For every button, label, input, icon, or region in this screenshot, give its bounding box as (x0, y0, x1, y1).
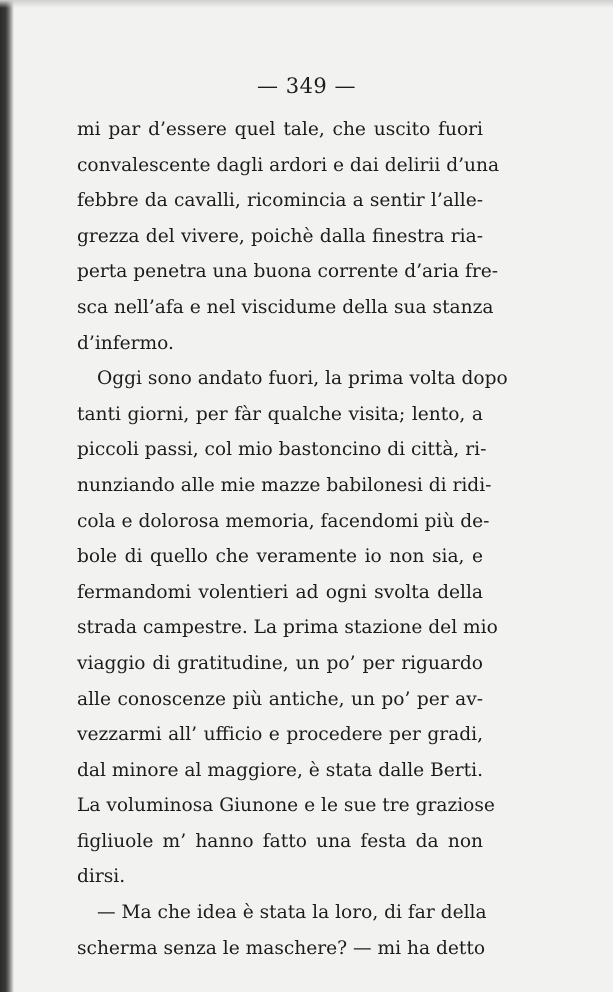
text-line: convalescente dagli ardori e dai delirii d’una (77, 154, 500, 176)
text-line: fermandomi volentieri ad ogni svolta della (77, 581, 483, 603)
text-line: mi par d’essere quel tale, che uscito fuori (77, 119, 483, 140)
page-top-edge (0, 0, 613, 8)
text-line: sca nell’afa e nel viscidume della sua stanza (77, 296, 494, 318)
text-line: nunziando alle mie mazze babilonesi di ridi- (77, 474, 492, 496)
text-line: bole di quello che veramente io non sia, e (77, 546, 483, 568)
binding-shadow (0, 0, 14, 992)
text-line: scherma senza le maschere? — mi ha detto (77, 937, 486, 959)
text-line: alle conoscenze più antiche, un po’ per av- (77, 688, 483, 710)
text-line: cola e dolorosa memoria, facendomi più de- (77, 510, 490, 532)
body-text (77, 112, 508, 966)
text-line: piccoli passi, col mio bastoncino di città, ri- (77, 439, 487, 461)
text-line: — Ma che idea è stata la loro, di far della (97, 902, 487, 924)
text-line: dal minore al maggiore, è stata dalle Berti. (77, 759, 483, 781)
text-line: vezzarmi all’ ufficio e procedere per gradi, (77, 724, 483, 746)
page-number: — 349 — (257, 74, 356, 98)
text-line: dirsi. (77, 866, 126, 888)
text-line: La voluminosa Giunone e le sue tre graziose (77, 795, 495, 817)
text-line: febbre da cavalli, ricomincia a sentir l’alle- (77, 190, 483, 212)
text-line: grezza del vivere, poichè dalla finestra ria- (77, 225, 483, 247)
text-line: viaggio di gratitudine, un po’ per riguardo (77, 652, 483, 674)
text-line: Oggi sono andato fuori, la prima volta dopo (97, 368, 508, 390)
text-line: perta penetra una buona corrente d’aria fre- (77, 261, 499, 283)
text-line: d’infermo. (77, 332, 174, 354)
text-line: figliuole m’ hanno fatto una festa da non (77, 830, 483, 852)
text-line: tanti giorni, per fàr qualche visita; lento, a (77, 403, 483, 425)
text-line: strada campestre. La prima stazione del mio (77, 617, 498, 639)
